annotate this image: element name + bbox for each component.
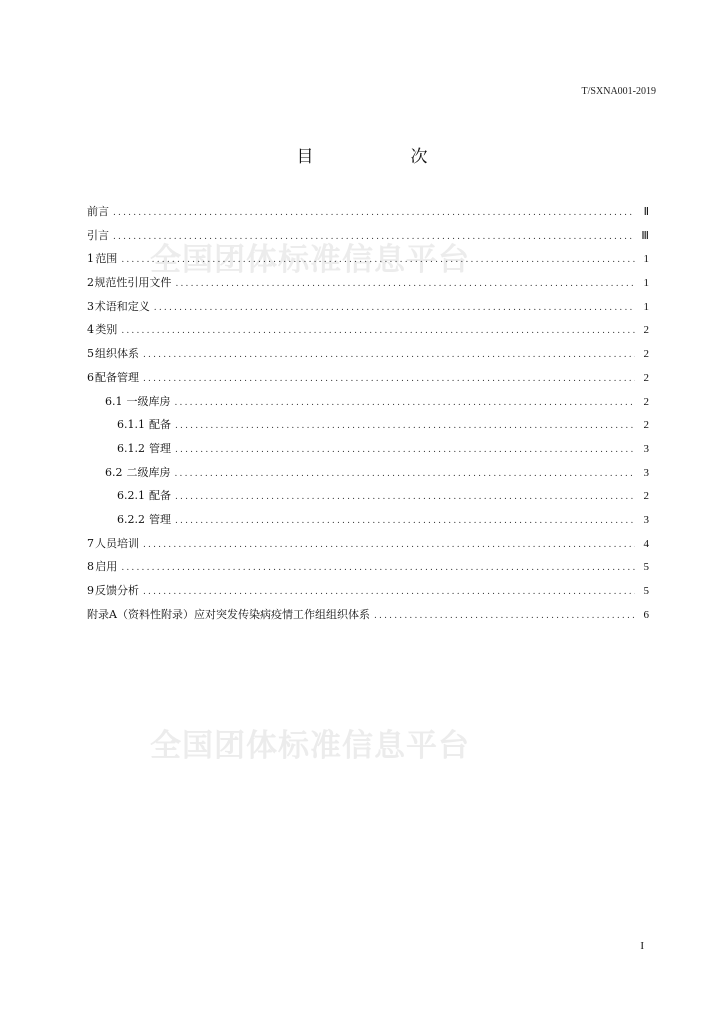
toc-entry-page: 2 — [643, 490, 649, 503]
toc-entry-label: 管理 — [149, 441, 171, 455]
toc-entry[interactable] — [87, 487, 649, 511]
dot-leader — [121, 255, 635, 265]
dot-leader — [121, 326, 635, 336]
toc-entry-page: Ⅲ — [641, 229, 649, 242]
dot-leader — [175, 279, 635, 289]
page-title: 目 次 — [296, 147, 468, 167]
dot-leader — [175, 445, 635, 455]
toc-entry-label: 范围 — [95, 252, 118, 266]
dot-leader — [143, 540, 635, 550]
toc-entry-page: 1 — [643, 277, 649, 290]
toc-entry-label: 二级库房 — [126, 465, 171, 479]
toc-entry-page: 2 — [643, 324, 649, 337]
toc-entry-number: 6.2.2 — [117, 512, 145, 526]
toc-entry[interactable] — [87, 250, 649, 274]
toc-entry-label: 一级库房 — [126, 394, 171, 408]
dot-leader — [175, 421, 635, 431]
toc-entry-number: 3 — [87, 299, 94, 313]
toc-entry[interactable] — [87, 558, 649, 582]
toc-entry[interactable] — [87, 511, 649, 535]
toc-entry-page: Ⅱ — [643, 206, 649, 218]
dot-leader — [374, 611, 635, 621]
dot-leader — [113, 208, 635, 218]
toc-entry-page: 6 — [643, 608, 649, 621]
toc-entry[interactable] — [87, 416, 649, 440]
toc-entry[interactable] — [87, 345, 649, 369]
dot-leader — [143, 374, 635, 384]
toc-entry[interactable] — [87, 535, 649, 559]
toc-entry-label: 组织体系 — [94, 347, 139, 361]
toc-entry-number: 6.1 — [105, 394, 123, 408]
toc-entry[interactable] — [87, 203, 649, 227]
toc-entry-label: 术语和定义 — [94, 299, 150, 313]
table-of-contents — [87, 203, 649, 629]
toc-entry-label: 管理 — [149, 512, 171, 526]
toc-entry[interactable] — [87, 321, 649, 345]
dot-leader — [175, 492, 635, 502]
toc-entry-page: 1 — [643, 253, 649, 266]
toc-entry-label: 启用 — [95, 560, 118, 574]
toc-entry-page: 2 — [643, 348, 649, 361]
toc-entry-label: 前言 — [87, 205, 109, 218]
toc-entry-number: 5 — [87, 347, 94, 361]
dot-leader — [154, 303, 635, 313]
toc-entry-number: 8 — [87, 560, 94, 574]
toc-entry[interactable] — [87, 582, 649, 606]
toc-entry-number: 7 — [87, 536, 94, 550]
dot-leader — [175, 469, 636, 479]
dot-leader — [143, 587, 635, 597]
toc-entry-label: 规范性引用文件 — [94, 276, 172, 290]
toc-entry[interactable] — [87, 227, 649, 251]
dot-leader — [113, 232, 635, 242]
toc-entry-label: 配备管理 — [94, 370, 139, 384]
toc-entry-page: 3 — [643, 466, 649, 479]
toc-entry-number: 9 — [87, 584, 94, 597]
dot-leader — [175, 398, 636, 408]
toc-entry-number: 1 — [87, 252, 94, 266]
toc-entry-label: 人员培训 — [94, 536, 139, 550]
toc-entry[interactable] — [87, 606, 649, 630]
document-code: T/SXNA001-2019 — [581, 86, 656, 97]
toc-entry-page: 3 — [643, 442, 649, 455]
toc-entry-label: 类别 — [95, 323, 118, 337]
toc-entry-page: 1 — [643, 300, 649, 313]
toc-entry-page: 2 — [643, 371, 649, 384]
watermark: 全国团体标准信息平台 — [150, 728, 470, 764]
toc-entry-number: 6.2.1 — [117, 489, 145, 503]
watermark: 全国团体标准信息平台 — [150, 242, 470, 278]
toc-entry-page: 5 — [643, 585, 649, 597]
dot-leader — [121, 563, 635, 573]
toc-entry[interactable] — [87, 298, 649, 322]
dot-leader — [175, 516, 635, 526]
toc-entry-page: 2 — [643, 395, 649, 408]
toc-entry-number: 6.1.2 — [117, 441, 145, 455]
page-number: I — [640, 940, 644, 952]
toc-entry-number: 4 — [87, 323, 94, 337]
toc-entry-label: 配备 — [149, 489, 171, 503]
toc-entry-label: 附录A（资料性附录）应对突发传染病疫情工作组组织体系 — [87, 607, 370, 621]
toc-entry-number: 6 — [87, 370, 94, 384]
toc-entry-page: 2 — [643, 419, 649, 432]
toc-entry-number: 6.1.1 — [117, 418, 145, 432]
toc-entry[interactable] — [87, 274, 649, 298]
toc-entry-label: 反馈分析 — [94, 584, 139, 597]
dot-leader — [143, 350, 635, 360]
toc-entry-number: 6.2 — [105, 465, 123, 479]
toc-entry[interactable] — [87, 369, 649, 393]
toc-entry[interactable] — [87, 393, 649, 417]
toc-entry-page: 4 — [643, 537, 649, 550]
toc-entry-label: 引言 — [87, 228, 109, 242]
toc-entry[interactable] — [87, 464, 649, 488]
toc-entry-page: 3 — [643, 513, 649, 526]
toc-entry-number: 2 — [87, 276, 94, 290]
toc-entry-label: 配备 — [149, 418, 171, 432]
toc-entry-page: 5 — [643, 561, 649, 574]
toc-entry[interactable] — [87, 440, 649, 464]
